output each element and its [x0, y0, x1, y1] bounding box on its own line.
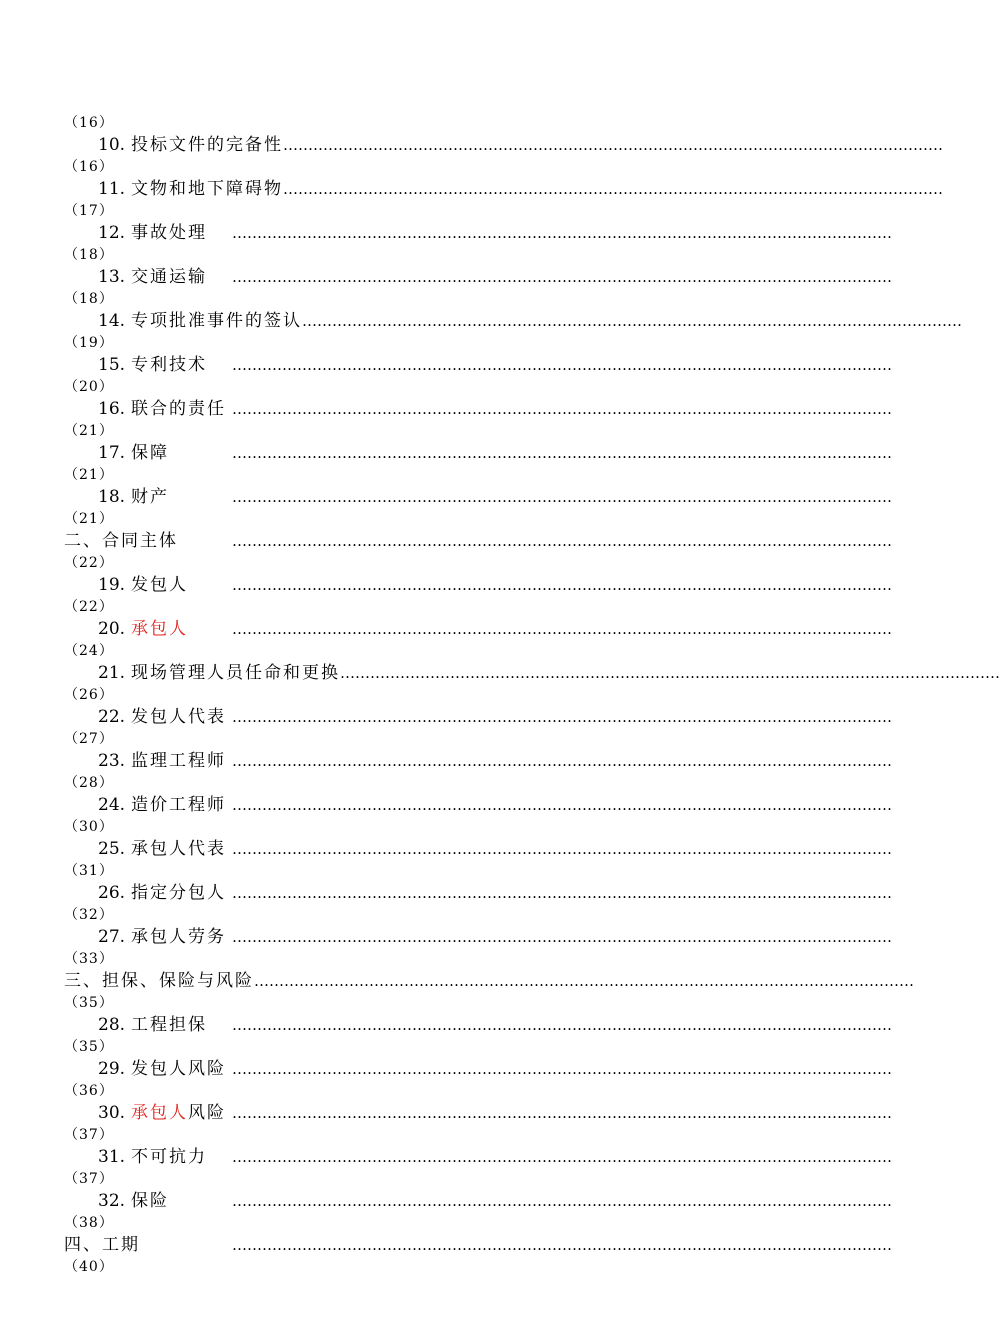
entry-title-highlighted: 承包人 [131, 619, 189, 639]
toc-entry[interactable] [98, 222, 892, 244]
entry-title: 联合的责任 [131, 399, 227, 419]
page-number: （33） [64, 951, 114, 967]
page-number: （31） [64, 863, 114, 879]
page-number: （36） [64, 1083, 114, 1099]
entry-number: 20. [98, 619, 126, 639]
toc-entry[interactable] [98, 838, 892, 860]
entry-number: 32. [98, 1191, 126, 1211]
page-number: （37） [64, 1171, 114, 1187]
dot-leader: …………………………………………………………………………………………………………………… [283, 136, 944, 154]
page-number: （22） [64, 555, 114, 571]
dot-leader: …………………………………………………………………………………………………………………… [232, 1148, 892, 1166]
page-number: （35） [64, 995, 114, 1011]
page-number: （35） [64, 1039, 114, 1055]
dot-leader: …………………………………………………………………………………………………………………… [232, 1236, 892, 1254]
page-number: （22） [64, 599, 114, 615]
page-number: （16） [64, 159, 114, 175]
toc-chapter[interactable] [64, 970, 914, 992]
entry-number: 25. [98, 839, 126, 859]
toc-entry[interactable] [98, 1102, 892, 1124]
entry-title: 专利技术 [131, 355, 208, 375]
toc-entry[interactable] [98, 574, 892, 596]
toc-entry[interactable] [98, 1190, 892, 1212]
dot-leader: …………………………………………………………………………………………………………………… [232, 576, 892, 594]
page-number: （40） [64, 1259, 114, 1275]
entry-title: 交通运输 [131, 267, 208, 287]
dot-leader: …………………………………………………………………………………………………………………… [232, 400, 892, 418]
dot-leader: …………………………………………………………………………………………………………………… [283, 180, 944, 198]
entry-title: 不可抗力 [131, 1147, 208, 1167]
entry-number: 27. [98, 927, 126, 947]
entry-number: 24. [98, 795, 126, 815]
page-number: （21） [64, 423, 114, 439]
toc-entry[interactable] [98, 1146, 892, 1168]
dot-leader: …………………………………………………………………………………………………………………… [232, 444, 892, 462]
entry-title: 承包人劳务 [131, 927, 227, 947]
page-number: （24） [64, 643, 114, 659]
page-number: （37） [64, 1127, 114, 1143]
page-number: （38） [64, 1215, 114, 1231]
entry-number: 22. [98, 707, 126, 727]
dot-leader: …………………………………………………………………………………………………………………… [232, 268, 892, 286]
page-number: （28） [64, 775, 114, 791]
entry-number: 10. [98, 135, 126, 155]
dot-leader: …………………………………………………………………………………………………………………… [232, 708, 892, 726]
toc-entry[interactable] [98, 1058, 892, 1080]
entry-number: 28. [98, 1015, 126, 1035]
chapter-title: 三、担保、保险与风险 [64, 971, 254, 991]
toc-entry[interactable] [98, 794, 892, 816]
toc-entry[interactable] [98, 486, 892, 508]
page-number: （18） [64, 247, 114, 263]
toc-entry[interactable] [98, 266, 892, 288]
entry-title: 承包人代表 [131, 839, 227, 859]
dot-leader: …………………………………………………………………………………………………………………… [232, 840, 892, 858]
entry-number: 15. [98, 355, 126, 375]
dot-leader: …………………………………………………………………………………………………………………… [232, 1016, 892, 1034]
dot-leader: …………………………………………………………………………………………………………………… [232, 224, 892, 242]
entry-title: 投标文件的完备性 [131, 135, 284, 155]
entry-number: 29. [98, 1059, 126, 1079]
entry-title: 文物和地下障碍物 [131, 179, 284, 199]
entry-title: 发包人代表 [131, 707, 227, 727]
toc-entry[interactable] [98, 442, 892, 464]
toc-entry[interactable] [98, 178, 944, 200]
entry-title: 现场管理人员任命和更换 [131, 663, 341, 683]
page-number: （18） [64, 291, 114, 307]
toc-entry[interactable] [98, 618, 892, 640]
page-number: （27） [64, 731, 114, 747]
entry-title: 发包人风险 [131, 1059, 227, 1079]
dot-leader: …………………………………………………………………………………………………………………… [232, 532, 892, 550]
dot-leader: …………………………………………………………………………………………………………………… [232, 884, 892, 902]
page-number: （17） [64, 203, 114, 219]
dot-leader: …………………………………………………………………………………………………………………… [232, 1192, 892, 1210]
toc-entry[interactable] [98, 1014, 892, 1036]
page-number: （20） [64, 379, 114, 395]
entry-title: 财产 [131, 487, 170, 507]
toc-entry[interactable] [98, 310, 963, 332]
entry-number: 17. [98, 443, 126, 463]
toc-entry[interactable] [98, 662, 1000, 684]
toc-chapter[interactable] [64, 1234, 892, 1256]
dot-leader: …………………………………………………………………………………………………………………… [232, 1060, 892, 1078]
entry-number: 23. [98, 751, 126, 771]
dot-leader: …………………………………………………………………………………………………………………… [232, 356, 892, 374]
page-number: （21） [64, 467, 114, 483]
chapter-title: 四、工期 [64, 1235, 140, 1255]
entry-number: 12. [98, 223, 126, 243]
entry-number: 16. [98, 399, 126, 419]
page-number: （21） [64, 511, 114, 527]
entry-number: 18. [98, 487, 126, 507]
entry-number: 13. [98, 267, 126, 287]
toc-entry[interactable] [98, 134, 944, 156]
toc-entry[interactable] [98, 398, 892, 420]
chapter-title: 二、合同主体 [64, 531, 178, 551]
page-number: （30） [64, 819, 114, 835]
entry-title: 事故处理 [131, 223, 208, 243]
dot-leader: …………………………………………………………………………………………………………………… [232, 928, 892, 946]
dot-leader: …………………………………………………………………………………………………………………… [254, 972, 914, 990]
entry-number: 19. [98, 575, 126, 595]
page-number: （16） [64, 115, 114, 131]
dot-leader: …………………………………………………………………………………………………………………… [232, 620, 892, 638]
page-number: （19） [64, 335, 114, 351]
toc-entry[interactable] [98, 706, 892, 728]
entry-title: 造价工程师 [131, 795, 227, 815]
entry-number: 11. [98, 179, 126, 199]
dot-leader: …………………………………………………………………………………………………………………… [232, 1104, 892, 1122]
entry-title: 工程担保 [131, 1015, 208, 1035]
entry-number: 14. [98, 311, 126, 331]
entry-title: 指定分包人 [131, 883, 227, 903]
entry-title: 监理工程师 [131, 751, 227, 771]
entry-title-highlighted: 承包人 [131, 1103, 189, 1123]
entry-title: 风险 [188, 1103, 227, 1123]
entry-title: 发包人 [131, 575, 189, 595]
dot-leader: …………………………………………………………………………………………………………………… [232, 752, 892, 770]
entry-number: 31. [98, 1147, 126, 1167]
dot-leader: …………………………………………………………………………………………………………………… [340, 664, 1000, 682]
entry-number: 26. [98, 883, 126, 903]
entry-title: 保险 [131, 1191, 170, 1211]
dot-leader: …………………………………………………………………………………………………………………… [232, 796, 892, 814]
entry-number: 30. [98, 1103, 126, 1123]
entry-number: 21. [98, 663, 126, 683]
toc-entry[interactable] [98, 882, 892, 904]
toc-entry[interactable] [98, 926, 892, 948]
toc-chapter[interactable] [64, 530, 892, 552]
page-number: （26） [64, 687, 114, 703]
dot-leader: …………………………………………………………………………………………………………………… [232, 488, 892, 506]
page-number: （32） [64, 907, 114, 923]
entry-title: 专项批准事件的签认 [131, 311, 303, 331]
toc-entry[interactable] [98, 750, 892, 772]
entry-title: 保障 [131, 443, 170, 463]
toc-entry[interactable] [98, 354, 892, 376]
dot-leader: …………………………………………………………………………………………………………………… [302, 312, 963, 330]
